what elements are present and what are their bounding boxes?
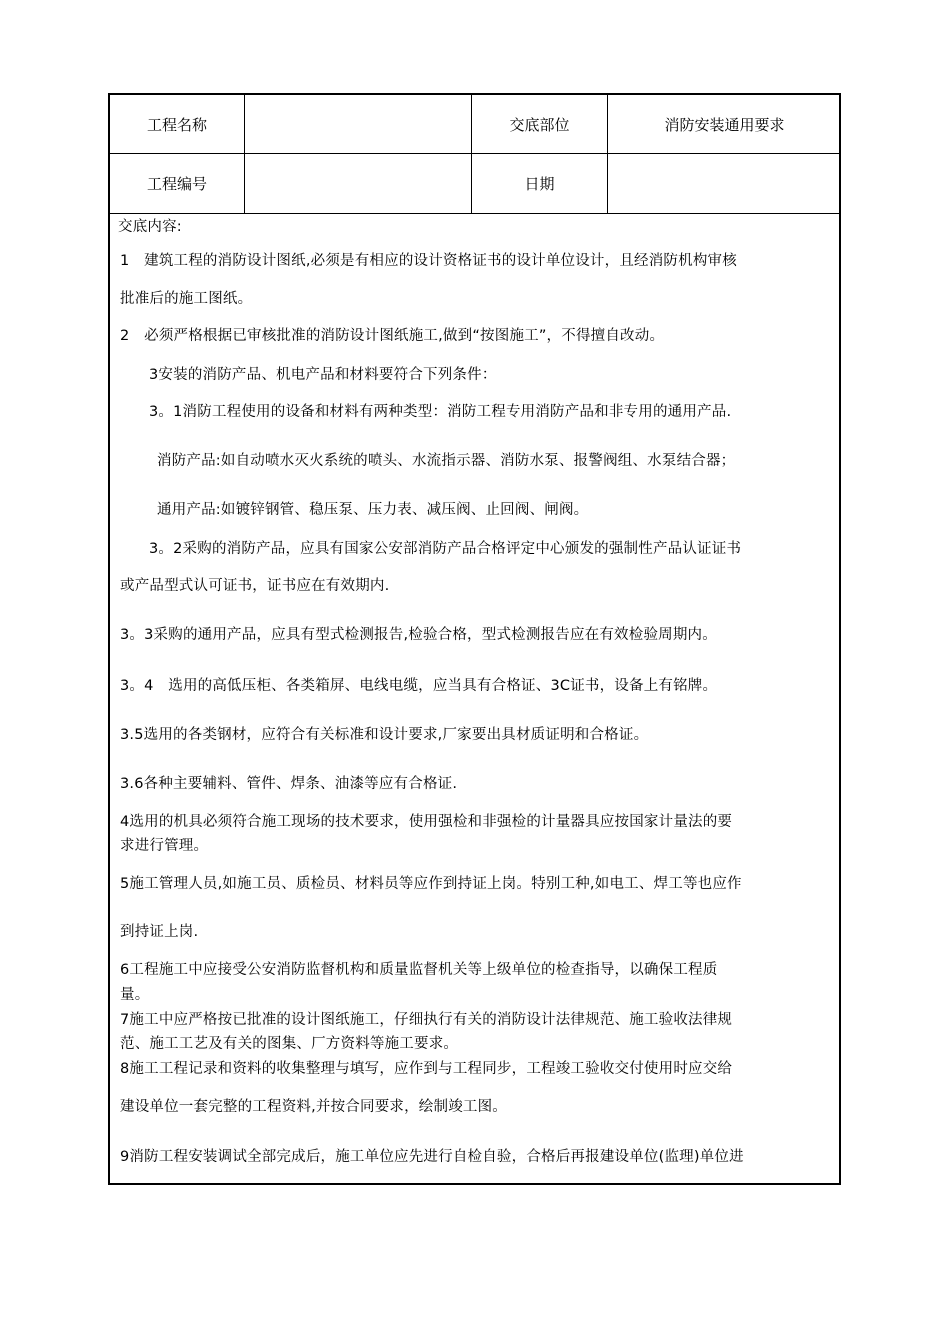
content-line: 到持证上岗. (120, 924, 199, 940)
project-name-label: 工程名称 (146, 115, 207, 134)
content-line: 范、施工工艺及有关的图集、厂方资料等施工要求。 (120, 1036, 459, 1052)
content-line: 3.6各种主要辅料、管件、焊条、油漆等应有合格证. (120, 776, 458, 792)
disclosure-part-value: 消防安装通用要求 (664, 115, 785, 134)
project-number-label: 工程编号 (146, 175, 207, 193)
row-divider (110, 213, 839, 214)
date-value (608, 154, 841, 213)
content-line: 9消防工程安装调试全部完成后，施工单位应先进行自检自验，合格后再报建设单位(监理)单位进 (120, 1149, 744, 1165)
project-number-value (245, 154, 471, 213)
content-line: 5施工管理人员,如施工员、质检员、材料员等应作到持证上岗。特别工种,如电工、焊工等也应作 (120, 876, 742, 892)
content-line: 1 建筑工程的消防设计图纸,必须是有相应的设计资格证书的设计单位设计，且经消防机构审核 (120, 253, 737, 269)
content-line: 求进行管理。 (120, 838, 209, 854)
content-line: 4选用的机具必须符合施工现场的技术要求，使用强检和非强检的计量器具应按国家计量法的要 (120, 814, 733, 830)
content-line: 批准后的施工图纸。 (120, 291, 253, 307)
disclosure-part-label: 交底部位 (509, 115, 570, 134)
content-heading: 交底内容: (118, 219, 182, 235)
content-line: 3.5选用的各类钢材，应符合有关标准和设计要求,厂家要出具材质证明和合格证。 (120, 727, 649, 743)
content-line: 3。4 选用的高低压柜、各类箱屏、电线电缆，应当具有合格证、3C证书，设备上有铭牌。 (120, 678, 718, 694)
content-line: 量。 (120, 987, 150, 1003)
content-line: 3。1消防工程使用的设备和材料有两种类型：消防工程专用消防产品和非专用的通用产品. (149, 404, 732, 420)
project-name-value (245, 95, 471, 153)
content-line: 7施工中应严格按已批准的设计图纸施工，仔细执行有关的消防设计法律规范、施工验收法律规 (120, 1012, 733, 1028)
content-line: 消防产品:如自动喷水灭火系统的喷头、水流指示器、消防水泵、报警阀组、水泵结合器； (157, 453, 736, 469)
content-line: 3。2采购的消防产品，应具有国家公安部消防产品合格评定中心颁发的强制性产品认证证书 (149, 541, 742, 557)
content-line: 建设单位一套完整的工程资料,并按合同要求，绘制竣工图。 (120, 1099, 508, 1115)
content-line: 3。3采购的通用产品，应具有型式检测报告,检验合格，型式检测报告应在有效检验周期内。 (120, 627, 717, 643)
technical-disclosure-table (108, 93, 841, 1185)
content-line: 8施工工程记录和资料的收集整理与填写，应作到与工程同步，工程竣工验收交付使用时应交给 (120, 1061, 733, 1077)
content-line: 6工程施工中应接受公安消防监督机构和质量监督机关等上级单位的检查指导，以确保工程质 (120, 962, 718, 978)
content-line: 或产品型式认可证书，证书应在有效期内. (120, 578, 390, 594)
content-line: 3安装的消防产品、机电产品和材料要符合下列条件： (149, 367, 497, 383)
content-line: 通用产品:如镀锌钢管、稳压泵、压力表、减压阀、止回阀、闸阀。 (157, 502, 589, 518)
date-label: 日期 (524, 175, 555, 193)
content-line: 2 必须严格根据已审核批准的消防设计图纸施工,做到“按图施工”，不得擅自改动。 (120, 328, 665, 344)
